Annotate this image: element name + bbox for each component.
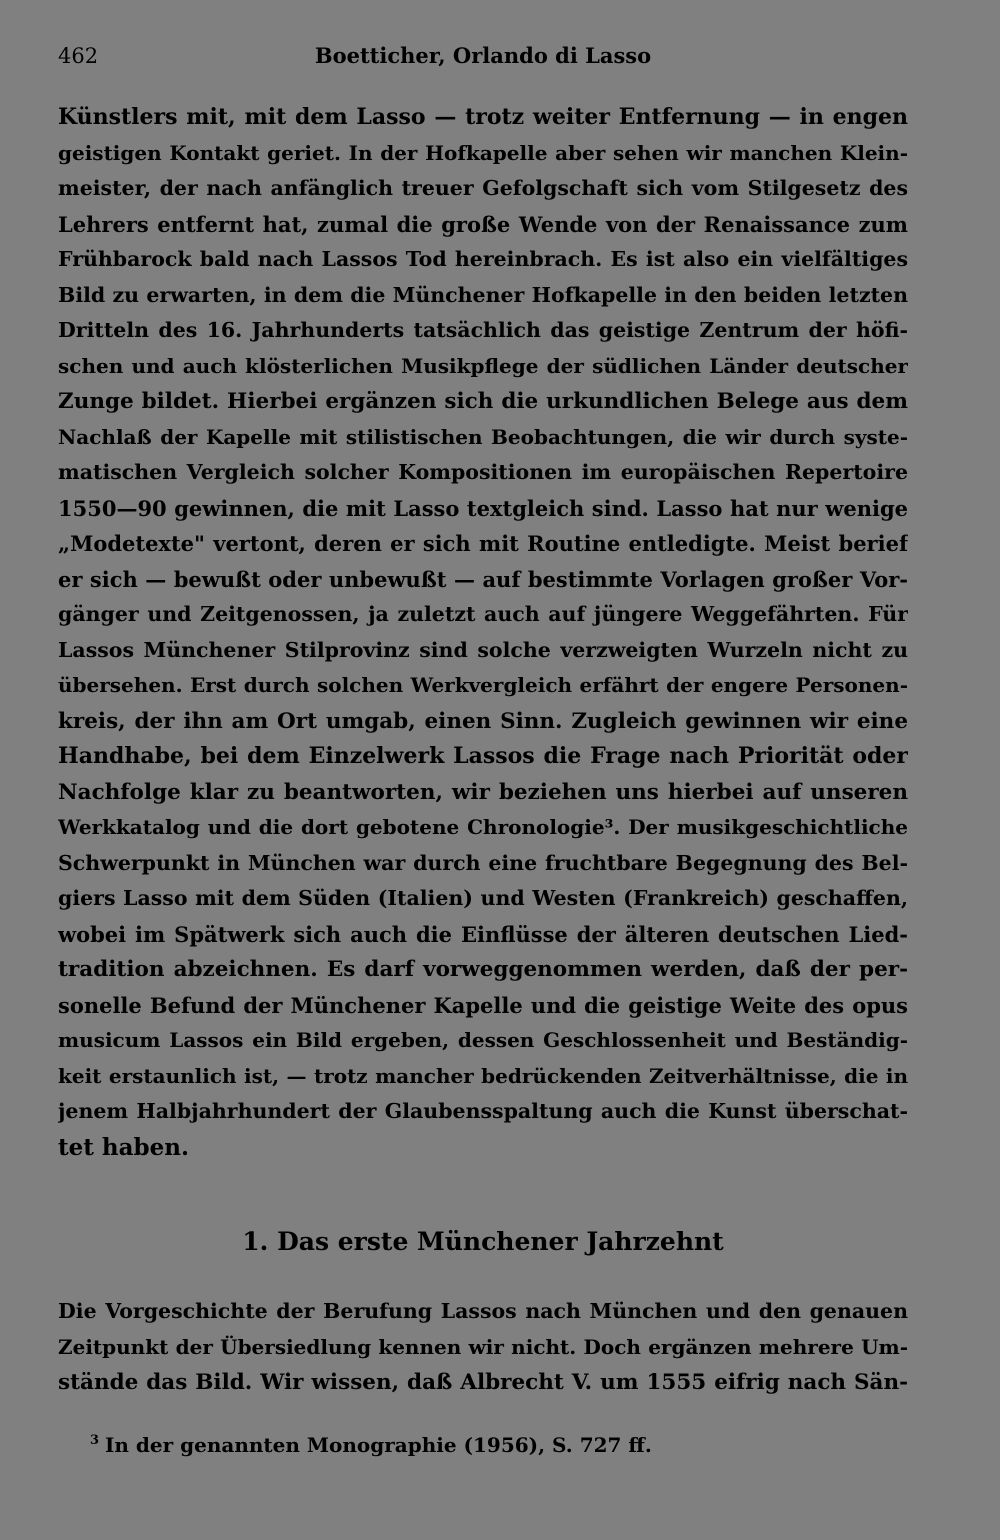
text-line: Werkkatalog und die dort gebotene Chronologie³. Der musikgeschichtliche (58, 815, 908, 839)
footnote (90, 1428, 910, 1462)
text-line: stände das Bild. Wir wissen, daß Albrecht V. um 1555 eifrig nach Sän- (58, 1370, 908, 1395)
footnote-marker: 3 (90, 1433, 100, 1449)
text-line: Schwerpunkt in München war durch eine fruchtbare Begegnung des Bel- (58, 850, 908, 875)
text-line: gänger und Zeitgenossen, ja zuletzt auch auf jüngere Weggefährten. Für (58, 602, 908, 626)
text-line: übersehen. Erst durch solchen Werkvergleich erfährt der engere Personen- (58, 673, 908, 697)
page-number: 462 (58, 44, 99, 68)
text-line: meister, der nach anfänglich treuer Gefolgschaft sich vom Stilgesetz des (58, 176, 908, 200)
text-line: Die Vorgeschichte der Berufung Lassos nach München und den genauen (58, 1299, 908, 1323)
text-line: Nachfolge klar zu beantworten, wir beziehen uns hierbei auf unseren (58, 779, 908, 805)
text-line: Bild zu erwarten, in dem die Münchener Hofkapelle in den beiden letzten (58, 282, 908, 307)
text-line: Lassos Münchener Stilprovinz sind solche verzweigten Wurzeln nicht zu (58, 637, 908, 662)
text-line: Frühbarock bald nach Lassos Tod hereinbrach. Es ist also ein vielfältiges (58, 247, 908, 271)
text-line: musicum Lassos ein Bild ergeben, dessen Geschlossenheit und Beständig- (58, 1028, 908, 1052)
text-line: Dritteln des 16. Jahrhunderts tatsächlich das geistige Zentrum der höfi- (58, 318, 908, 342)
section-heading: 1. Das erste Münchener Jahrzehnt (242, 1227, 724, 1256)
text-line: matischen Vergleich solcher Kompositionen im europäischen Repertoire (58, 460, 908, 484)
text-line: jenem Halbjahrhundert der Glaubensspaltung auch die Kunst überschat- (58, 1099, 908, 1123)
running-title: Boetticher, Orlando di Lasso (314, 43, 652, 68)
text-line: tradition abzeichnen. Es darf vorweggenommen werden, daß der per- (58, 957, 908, 982)
text-line: giers Lasso mit dem Süden (Italien) und Westen (Frankreich) geschaffen, (58, 886, 908, 910)
text-line: er sich — bewußt oder unbewußt — auf bestimmte Vorlagen großer Vor- (58, 566, 908, 592)
text-line: kreis, der ihn am Ort umgab, einen Sinn. Zugleich gewinnen wir eine (58, 708, 908, 734)
text-line: Lehrers entfernt hat, zumal die große Wende von der Renaissance zum (58, 211, 908, 237)
text-line: sonelle Befund der Münchener Kapelle und die geistige Weite des opus (58, 992, 908, 1018)
running-head (58, 40, 908, 72)
text-line: keit erstaunlich ist, — trotz mancher bedrückenden Zeitverhältnisse, die in (58, 1063, 908, 1088)
text-line: geistigen Kontakt geriet. In der Hofkapelle aber sehen wir manchen Klein- (58, 140, 908, 165)
text-line: „Modetexte" vertont, deren er sich mit Routine entledigte. Meist berief (58, 531, 908, 556)
text-line: Nachlaß der Kapelle mit stilistischen Beobachtungen, die wir durch syste- (58, 424, 908, 449)
text-line: 1550—90 gewinnen, die mit Lasso textgleich sind. Lasso hat nur wenige (58, 495, 908, 521)
text-line: Handhabe, bei dem Einzelwerk Lassos die Frage nach Priorität oder (58, 743, 908, 769)
text-line: Zunge bildet. Hierbei ergänzen sich die urkundlichen Belege aus dem (58, 389, 908, 414)
text-line: tet haben. (58, 1133, 189, 1161)
text-line: Zeitpunkt der Übersiedlung kennen wir nicht. Doch ergänzen mehrere Um- (58, 1334, 908, 1359)
text-line: wobei im Spätwerk sich auch die Einflüsse der älteren deutschen Lied- (58, 921, 908, 947)
footnote-text: In der genannten Monographie (1956), S. 727 ff. (105, 1433, 652, 1457)
text-line: schen und auch klösterlichen Musikpflege der südlichen Länder deutscher (58, 353, 908, 378)
body-paragraph (58, 100, 908, 1165)
text-line: Künstlers mit, mit dem Lasso — trotz weiter Entfernung — in engen (58, 104, 908, 130)
section-paragraph (58, 1294, 908, 1401)
